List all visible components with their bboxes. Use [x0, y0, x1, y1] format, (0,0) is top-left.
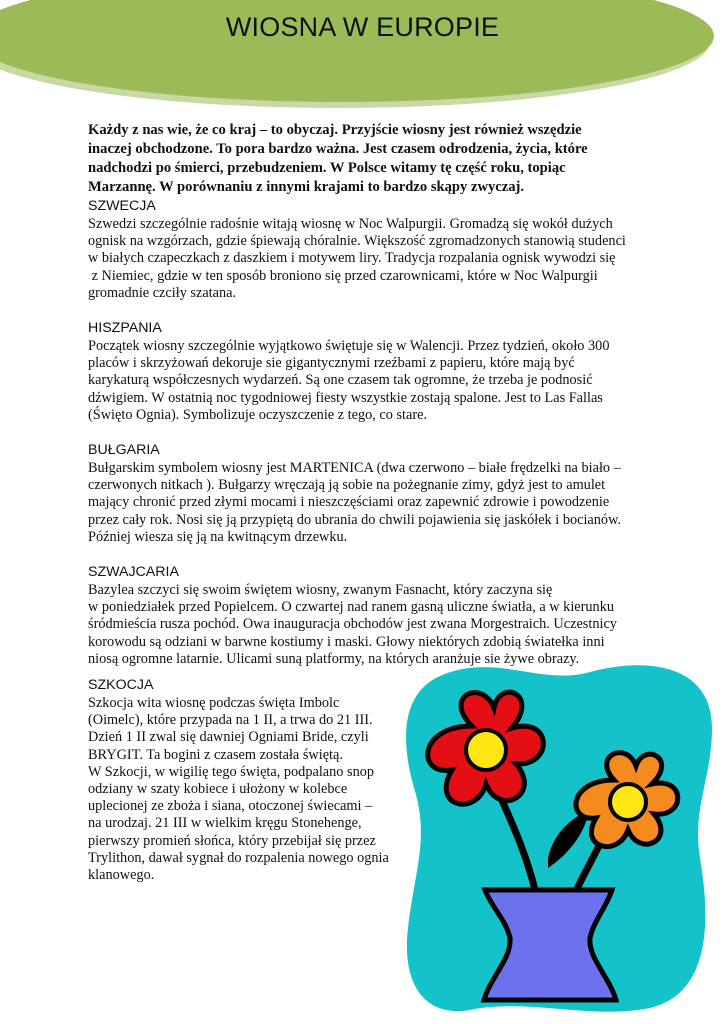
section-line: BRYGIT. Ta bogini z czasem została świętą.	[88, 746, 343, 763]
section-line: dźwigiem. W ostatnią noc tygodniowej fiesty wszystkie zostają spalone. Jest to Las Fallas	[88, 389, 603, 406]
section-line: (Oimelc), które przypada na 1 II, a trwa do 21 III.	[88, 712, 373, 729]
section-line: czerwonych nitkach ). Bułgarzy wręczają ją sobie na pożegnanie zimy, gdyż jest to amulet	[88, 477, 606, 494]
section-line: Początek wiosny szczególnie wyjątkowo świętuje się w Walencji. Przez tydzień, około 300	[88, 338, 610, 355]
section-line: (Święto Ognia). Symbolizuje oczyszczenie z tego, co stare.	[88, 406, 428, 423]
section-line: przez cały rok. Nosi się ją przypiętą do ubrania do chwili pojawienia się jaskółek i bocianów.	[88, 511, 622, 528]
section-title: SZWECJA	[88, 198, 156, 214]
intro-line: nadchodzi po śmierci, przebudzeniem. W Polsce witamy tę część roku, topiąc	[88, 160, 566, 176]
section-line: korowodu są odziani w barwne kostiumy i maski. Głowy niektórych zdobią światełka inni	[88, 633, 605, 650]
section-title: SZWAJCARIA	[88, 564, 179, 581]
section-line: gromadnie czciły szatana.	[88, 284, 237, 301]
main-content	[88, 121, 648, 668]
section-spain	[88, 319, 648, 424]
section-sweden	[88, 197, 648, 302]
section-line: Trylithon, dawał sygnał do rozpalenia nowego ognia	[88, 849, 389, 866]
page-title: WIOSNA W EUROPIE	[225, 12, 500, 42]
section-title: SZKOCJA	[88, 677, 154, 693]
section-line: W Szkocji, w wigilię tego święta, podpalano snop	[88, 763, 375, 780]
section-line: Szkocja wita wiosnę podczas święta Imbolc	[88, 695, 340, 711]
section-line: z Niemiec, gdzie w ten sposób broniono się przed czarownicami, które w Noc Walpurgii	[88, 267, 598, 284]
section-line: placów i skrzyżowań dekoruje sie gigantycznymi rzeźbami z papieru, które mają być	[88, 355, 575, 372]
section-scotland	[88, 676, 408, 884]
section-line: Później wiesza się ją na kwitnącym drzewku.	[88, 528, 348, 545]
section-line: klanowego.	[88, 867, 155, 884]
section-line: uplecionej ze zboża i siana, otoczonej świecami –	[88, 798, 373, 815]
section-switzerland	[88, 563, 648, 668]
section-line: ognisk na wzgórzach, gdzie śpiewają chóralnie. Większość zgromadzonych stanowią studenci	[88, 233, 626, 250]
section-line: mający chronić przed złymi mocami i nieszczęściami oraz zapewnić zdrowie i powodzenie	[88, 494, 610, 511]
intro-line: Każdy z nas wie, że co kraj – to obyczaj. Przyjście wiosny jest również wszędzie	[88, 122, 582, 138]
section-line: w białych czapeczkach z daszkiem i motywem liry. Tradycja rozpalania ognisk wywodzi się	[88, 250, 616, 267]
section-line: Bułgarskim symbolem wiosny jest MARTENICA (dwa czerwono – białe frędzelki na biało –	[88, 460, 621, 477]
section-line: niosą ogromne latarnie. Ulicami suną platformy, na których aranżuje sie żywe obrazy.	[88, 650, 580, 667]
section-line: Szwedzi szczególnie radośnie witają wiosnę w Noc Walpurgii. Gromadzą się wokół dużych	[88, 216, 613, 232]
section-line: w poniedziałek przed Popielcem. O czwartej nad ranem gasną uliczne światła, a w kierunku	[88, 599, 614, 616]
section-line: na urodzaj. 21 III w wielkim kręgu Stonehenge,	[88, 815, 362, 832]
flower-center	[610, 784, 646, 820]
intro-paragraph	[88, 121, 648, 197]
section-line: pierwszy promień słońca, który przebijał się przez	[88, 832, 376, 849]
flower-vase-illustration	[400, 658, 718, 1018]
section-line: śródmieścia rusza pochód. Owa inauguracja obchodów jest zwana Morgestraich. Uczestnicy	[88, 616, 617, 633]
section-bulgaria	[88, 441, 648, 546]
flower-center	[466, 730, 506, 770]
section-title: BUŁGARIA	[88, 442, 160, 459]
section-line: Bazylea szczyci się swoim świętem wiosny, zwanym Fasnacht, który zaczyna się	[88, 582, 553, 599]
section-line: Dzień 1 II zwal się dawniej Ogniami Bride, czyli	[88, 729, 369, 746]
section-title: HISZPANIA	[88, 320, 162, 337]
section-line: karykaturą współczesnych wydarzeń. Są one czasem tak ogromne, że trzeba je podnosić	[88, 372, 593, 389]
intro-line: inaczej obchodzone. To pora bardzo ważna. Jest czasem odrodzenia, życia, które	[88, 141, 588, 157]
section-line: odziany w szaty kobiece i ułożony w kolebce	[88, 781, 348, 798]
intro-line: Marzannę. W porównaniu z innymi krajami to bardzo skąpy zwyczaj.	[88, 179, 525, 195]
